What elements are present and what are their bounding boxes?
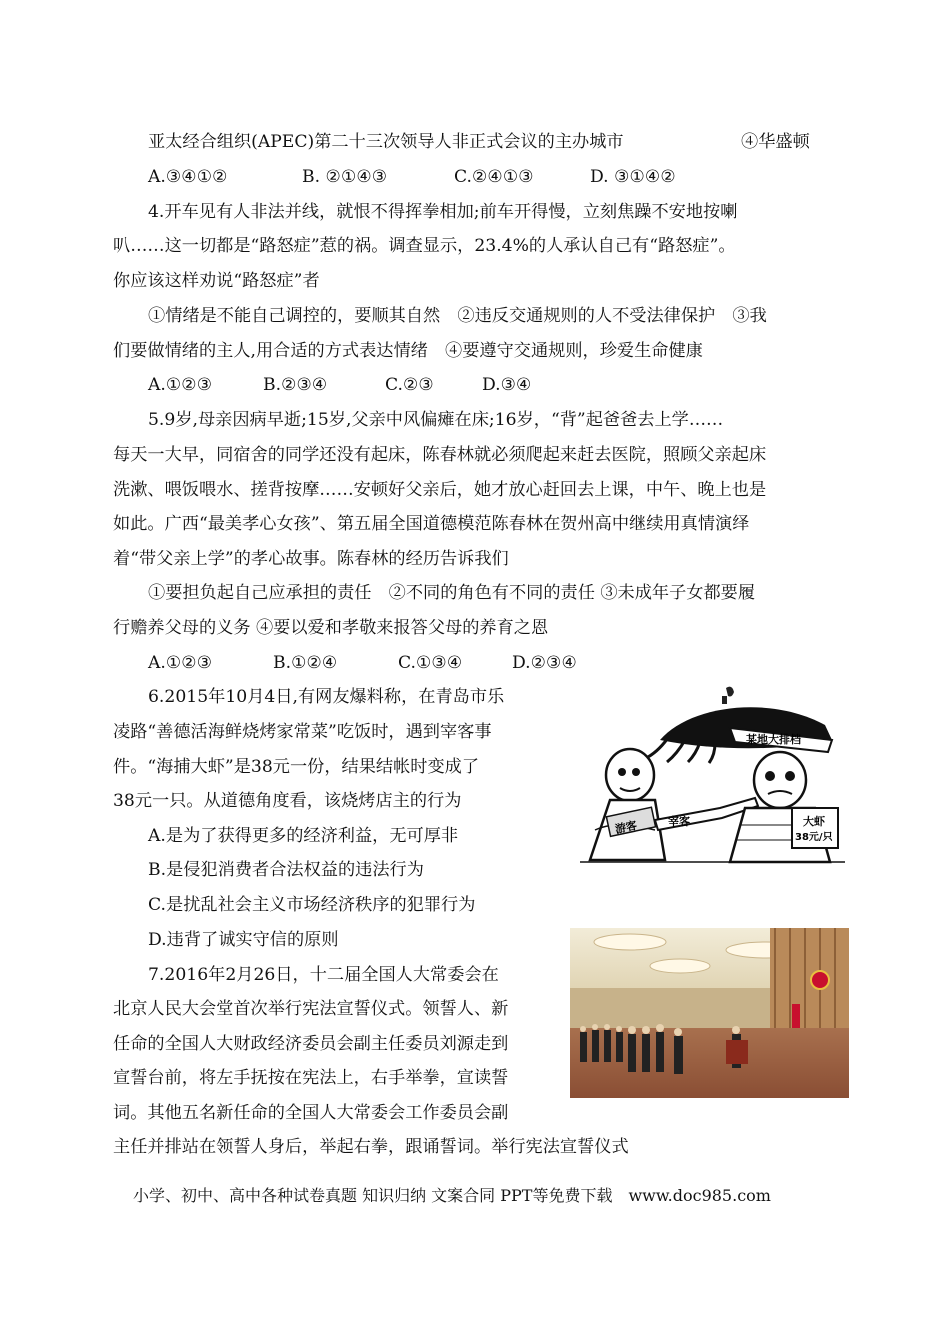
q4-line-2: 叭……这一切都是“路怒症”惹的祸。调查显示，23.4%的人承认自己有“路怒症”。 [113, 236, 736, 256]
q6-option-c: C.是扰乱社会主义市场经济秩序的犯罪行为 [148, 895, 476, 915]
q5-line-1: 5.9岁,母亲因病早逝;15岁,父亲中风偏瘫在床;16岁，“背”起爸爸去上学…… [148, 410, 724, 430]
q3-item4: ④华盛顿 [741, 132, 810, 152]
q7-line-3: 任命的全国人大财政经济委员会副主任委员刘源走到 [113, 1034, 509, 1054]
q6-option-d: D.违背了诚实守信的原则 [148, 930, 339, 950]
q6-line-4: 38元一只。从道德角度看，该烧烤店主的行为 [113, 791, 462, 811]
q5-line-3: 洗漱、喂饭喂水、搓背按摩……安顿好父亲后，她才放心赶回去上课，中午、晚上也是 [113, 480, 767, 500]
cartoon-hat-label: 某地大排档 [746, 733, 801, 746]
q5-option-a: A.①②③ [148, 653, 213, 673]
q4-line-1: 4.开车见有人非法并线，就恨不得挥拳相加;前车开得慢，立刻焦躁不安地按喇 [148, 202, 738, 222]
q7-line-6: 主任并排站在领誓人身后，举起右拳，跟诵誓词。举行宪法宣誓仪式 [113, 1137, 629, 1157]
ceremony-photo [570, 928, 849, 1098]
q4-line-5: 们要做情绪的主人,用合适的方式表达情绪 ④要遵守交通规则，珍爱生命健康 [113, 341, 703, 361]
q4-option-c: C.②③ [385, 375, 434, 395]
q6-line-2: 凌路“善德活海鲜烧烤家常菜”吃饭时，遇到宰客事 [113, 722, 492, 742]
q6-line-3: 件。“海捕大虾”是38元一份，结果结帐时变成了 [113, 757, 480, 777]
page-footer: 小学、初中、高中各种试卷真题 知识归纳 文案合同 PPT等免费下载 www.doc985.com [133, 1186, 771, 1205]
q4-line-4: ①情绪是不能自己调控的，要顺其自然 ②违反交通规则的人不受法律保护 ③我 [148, 306, 767, 326]
q4-options [148, 374, 531, 396]
q5-options [148, 652, 577, 674]
q5-line-2: 每天一大早，同宿舍的同学还没有起床，陈春林就必须爬起来赶去医院，照顾父亲起床 [113, 445, 767, 465]
q4-line-3: 你应该这样劝说“路怒症”者 [113, 271, 320, 291]
q3-option-a: A.③④①② [148, 167, 228, 187]
cartoon-knife-label: 宰客 [668, 815, 690, 828]
q5-line-5: 着“带父亲上学”的孝心故事。陈春林的经历告诉我们 [113, 549, 509, 569]
q5-line-7: 行赡养父母的义务 ④要以爱和孝敬来报答父母的养育之恩 [113, 618, 549, 638]
q7-line-2: 北京人民大会堂首次举行宪法宣誓仪式。领誓人、新 [113, 999, 509, 1019]
q5-option-c: C.①③④ [398, 653, 463, 673]
cartoon-illustration [570, 680, 850, 866]
q7-line-4: 宣誓台前，将左手抚按在宪法上，右手举拳，宣读誓 [113, 1068, 509, 1088]
q6-line-1: 6.2015年10月4日,有网友爆料称，在青岛市乐 [148, 687, 505, 707]
q6-option-b: B.是侵犯消费者合法权益的违法行为 [148, 860, 424, 880]
q7-line-1: 7.2016年2月26日，十二届全国人大常委会在 [148, 965, 499, 985]
q3-item-line: 亚太经合组织(APEC)第二十三次领导人非正式会议的主办城市 [148, 132, 624, 152]
q5-option-b: B.①②④ [273, 653, 338, 673]
q3-option-d: D. ③①④② [590, 167, 676, 187]
q3-option-c: C.②④①③ [454, 167, 534, 187]
q3-option-b: B. ②①④③ [302, 167, 388, 187]
cartoon-sign-line1: 大虾 [803, 815, 825, 828]
q4-option-d: D.③④ [482, 375, 532, 395]
q5-line-6: ①要担负起自己应承担的责任 ②不同的角色有不同的责任 ③未成年子女都要履 [148, 583, 756, 603]
q4-option-a: A.①②③ [148, 375, 213, 395]
cartoon-tourist-label: 游客 [613, 818, 639, 837]
q7-line-5: 词。其他五名新任命的全国人大常委会工作委员会副 [113, 1103, 509, 1123]
q4-option-b: B.②③④ [263, 375, 328, 395]
q3-options [148, 166, 676, 188]
q5-option-d: D.②③④ [512, 653, 577, 673]
q6-option-a: A.是为了获得更多的经济利益，无可厚非 [148, 826, 459, 846]
q5-line-4: 如此。广西“最美孝心女孩”、第五届全国道德模范陈春林在贺州高中继续用真情演绎 [113, 514, 750, 534]
cartoon-sign-line2: 38元/只 [795, 832, 833, 843]
